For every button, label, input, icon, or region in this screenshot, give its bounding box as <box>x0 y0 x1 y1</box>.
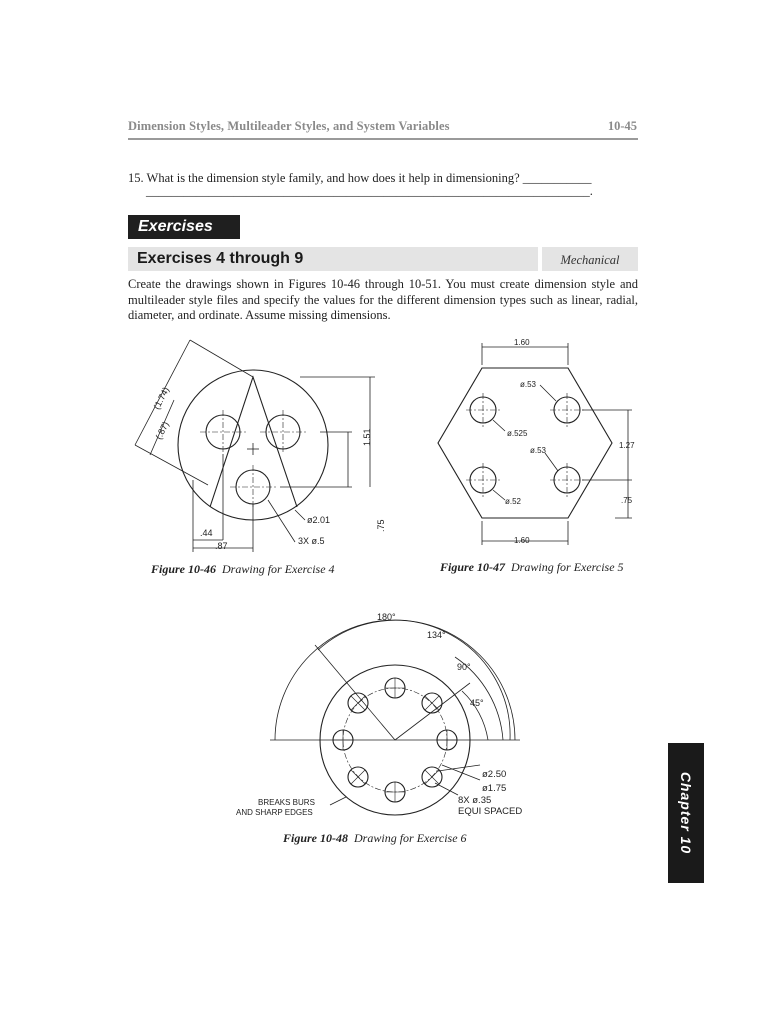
a45-label: 45° <box>470 698 484 708</box>
running-header-title: Dimension Styles, Multileader Styles, and System Variables <box>128 119 450 133</box>
dia201-label: ø2.01 <box>307 515 331 525</box>
intro-paragraph: Create the drawings shown in Figures 10-46 through 10-51. You must create dimension style and multileader style files and specify the values for the different dimension types such as linear, radial, diameter, and ordinate. Assume missing dimensions. <box>128 277 638 322</box>
header-rule <box>128 138 638 140</box>
note-line2: AND SHARP EDGES <box>236 808 313 817</box>
d75-label: .75 <box>621 496 633 505</box>
a134-label: 134° <box>427 630 446 640</box>
caption-text: Drawing for Exercise 6 <box>354 831 467 845</box>
figure-10-47-caption <box>440 560 624 575</box>
figure-10-46-caption <box>151 562 335 577</box>
bottom-dim: 1.60 <box>514 536 530 545</box>
a180-label: 180° <box>377 612 396 622</box>
figure-10-46-drawing <box>120 330 390 560</box>
caption-number: Figure 10-46 <box>151 562 217 576</box>
d87-label: (.87) <box>153 419 171 441</box>
caption-number: Figure 10-48 <box>283 831 349 845</box>
note-line1: BREAKS BURS <box>258 798 315 807</box>
page-number: 10-45 <box>607 119 637 133</box>
answer-line: _______________________________________________________________________. <box>146 184 593 198</box>
d53a-label: ø.53 <box>520 380 537 389</box>
figure-10-48-caption <box>283 831 467 846</box>
d175-label: ø1.75 <box>482 783 507 794</box>
question-15: 15. What is the dimension style family, and how does it help in dimensioning? ___________ <box>128 171 592 185</box>
d151-label: 1.51 <box>362 428 372 446</box>
caption-text: Drawing for Exercise 4 <box>222 562 335 576</box>
exercises-badge: Exercises <box>128 215 240 239</box>
top-dim: 1.60 <box>514 338 530 347</box>
d53b-label: ø.53 <box>530 446 547 455</box>
category-tag: Mechanical <box>542 247 638 271</box>
d75-label: .75 <box>376 519 386 532</box>
d87b-label: .87 <box>215 541 228 551</box>
figure-10-47-drawing <box>430 335 645 550</box>
hexagon <box>438 368 612 518</box>
chapter-tab <box>668 743 704 883</box>
d127-label: 1.27 <box>619 441 635 450</box>
holes-label: 3X ø.5 <box>298 536 325 546</box>
caption-text: Drawing for Exercise 5 <box>511 560 624 574</box>
figure-10-48-drawing <box>230 605 550 830</box>
d52-label: ø.52 <box>505 497 522 506</box>
exercises-heading: Exercises 4 through 9 <box>128 247 538 271</box>
equi-label: EQUI SPACED <box>458 806 523 817</box>
holes-label: 8X ø.35 <box>458 795 492 806</box>
a90-label: 90° <box>457 662 471 672</box>
d44-label: .44 <box>200 528 213 538</box>
d174-label: (1.74) <box>151 385 172 411</box>
caption-number: Figure 10-47 <box>440 560 506 574</box>
chapter-tab-label: Chapter 10 <box>678 771 694 855</box>
d250-label: ø2.50 <box>482 769 507 780</box>
d525-label: ø.525 <box>507 429 528 438</box>
